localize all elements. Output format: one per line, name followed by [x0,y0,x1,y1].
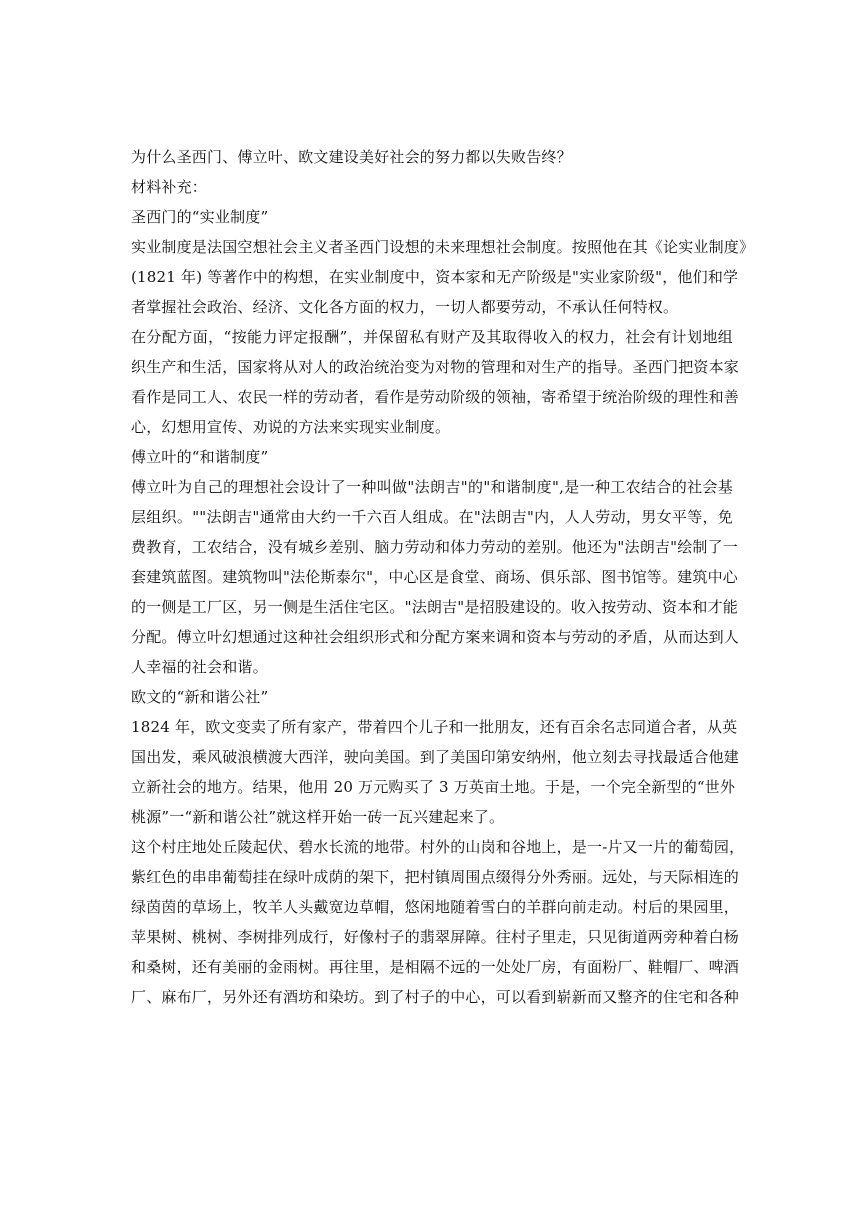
text-line: 国出发，乘风破浪横渡大西洋，驶向美国。到了美国印第安纳州，他立刻去寻找最适合他建 [131,748,740,766]
text-line: 实业制度是法国空想社会主义者圣西门设想的未来理想社会制度。按照他在其《论实业制度》 [131,238,755,256]
text-line: 和桑树，还有美丽的金雨树。再往里，是相隔不远的一处处厂房，有面粉厂、鞋帽厂、啤酒 [131,958,740,976]
text-line: 心，幻想用宣传、劝说的方法来实现实业制度。 [131,418,451,436]
section-heading: 傅立叶的“和谐制度” [131,448,269,466]
text-line: 分配。傅立叶幻想通过这种社会组织形式和分配方案来调和资本与劳动的矛盾，从而达到人 [131,628,740,646]
text-line: 织生产和生活，国家将从对人的政治统治变为对物的管理和对生产的指导。圣西门把资本家 [131,358,740,376]
text-line: (1821 年) 等著作中的构想，在实业制度中，资本家和无产阶级是"实业家阶级"，他们和学 [131,268,739,286]
paragraph [131,232,755,322]
paragraph [131,832,745,1012]
text-line: 绿茵茵的草场上，牧羊人头戴宽边草帽，悠闲地随着雪白的羊群向前走动。村后的果园里， [131,898,740,916]
text-line: 苹果树、桃树、李树排列成行，好像村子的翡翠屏障。往村子里走，只见街道两旁种着白杨 [131,928,740,946]
supplement-label: 材料补充： [131,178,208,196]
text-line: 者掌握社会政治、经济、文化各方面的权力，一切人都要劳动，不承认任何特权。 [131,298,679,316]
text-line: 傅立叶为自己的理想社会设计了一种叫做"法朗吉"的"和谐制度",是一种工农结合的社会基 [131,478,733,496]
question-line: 为什么圣西门、傅立叶、欧文建设美好社会的努力都以失败告终？ [131,148,572,166]
text-line: 桃源”一“新和谐公社”就这样开始一砖一瓦兴建起来了。 [131,808,505,826]
text-line: 立新社会的地方。结果，他用 20 万元购买了 3 万英亩土地。于是，一个完全新型的“世外 [131,778,736,796]
section-heading: 欧文的“新和谐公社” [131,688,269,706]
text-line: 人幸福的社会和谐。 [131,658,268,676]
paragraph [131,322,740,442]
document-body [131,142,755,1012]
text-line: 这个村庄地处丘陵起伏、碧水长流的地带。村外的山岗和谷地上，是一-片又一片的葡萄园， [131,838,745,856]
text-line: 的一侧是工厂区，另一侧是生活住宅区。"法朗吉"是招股建设的。收入按劳动、资本和才能 [131,598,739,616]
text-line: 层组织。""法朗吉"通常由大约一千六百人组成。在"法朗吉"内，人人劳动，男女平等，免 [131,508,733,526]
text-line: 厂、麻布厂，另外还有酒坊和染坊。到了村子的中心，可以看到崭新而又整齐的住宅和各种 [131,988,740,1006]
paragraph [131,712,740,832]
paragraph [131,472,740,682]
text-line: 在分配方面，“按能力评定报酬”，并保留私有财产及其取得收入的权力，社会有计划地组 [131,328,733,346]
text-line: 套建筑蓝图。建筑物叫"法伦斯泰尔"，中心区是食堂、商场、俱乐部、图书馆等。建筑中心 [131,568,739,586]
text-line: 1824 年，欧文变卖了所有家产，带着四个儿子和一批朋友，还有百余名志同道合者，从英 [131,718,738,736]
section-heading: 圣西门的“实业制度” [131,208,269,226]
text-line: 看作是同工人、农民一样的劳动者，看作是劳动阶级的领袖，寄希望于统治阶级的理性和善 [131,388,740,406]
text-line: 费教育，工农结合，没有城乡差别、脑力劳动和体力劳动的差别。他还为"法朗吉"绘制了一 [131,538,739,556]
text-line: 紫红色的串串葡萄挂在绿叶成荫的架下，把村镇周围点缀得分外秀丽。远处，与天际相连的 [131,868,740,886]
